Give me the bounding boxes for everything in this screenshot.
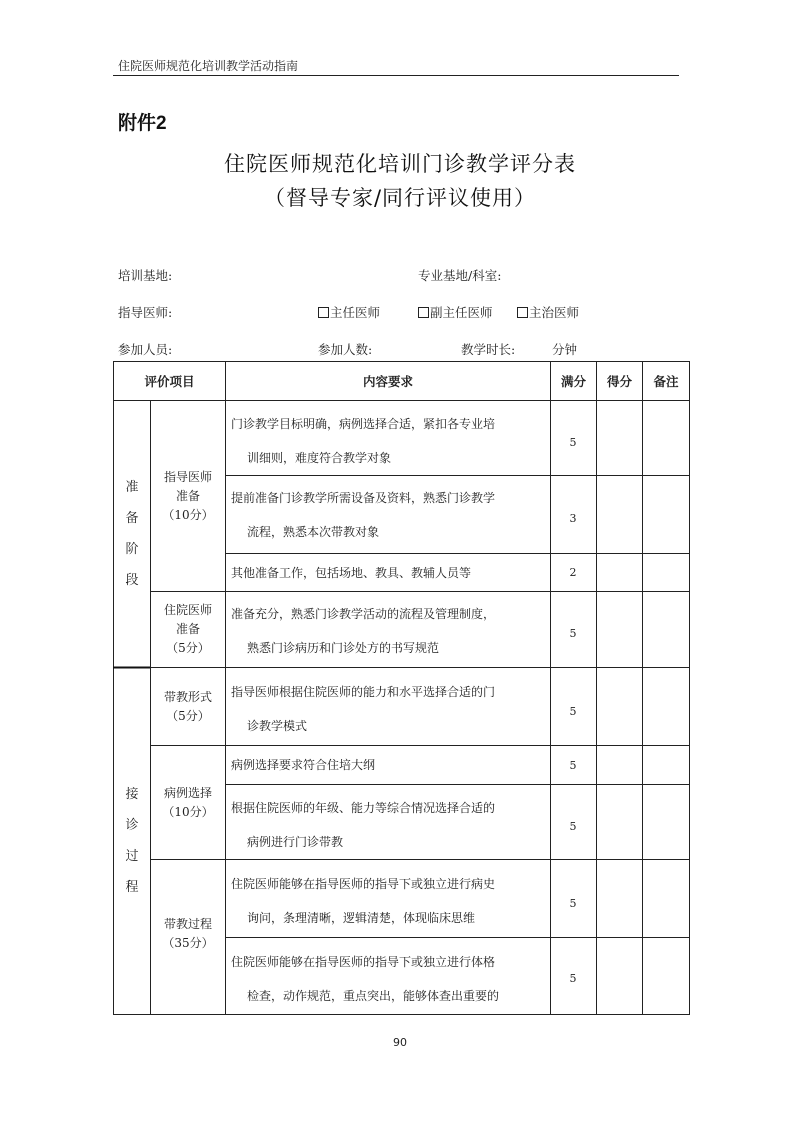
header-note: 备注	[653, 373, 679, 389]
option-chief[interactable]: 主任医师	[318, 303, 380, 321]
attachment-label: 附件2	[118, 113, 167, 134]
evaluation-table	[113, 361, 691, 1015]
form-title: 住院医师规范化培训门诊教学评分表	[224, 152, 576, 176]
checkbox-icon[interactable]	[418, 307, 429, 318]
row-full-score: 3	[569, 512, 577, 525]
row-full-score: 5	[569, 972, 577, 985]
option-associate-chief[interactable]: 副主任医师	[418, 303, 493, 321]
row-content: 根据住院医师的年级、能力等综合情况选择合适的 病例进行门诊带教	[231, 801, 496, 849]
checkbox-icon[interactable]	[517, 307, 528, 318]
row-content: 病例选择要求符合住培大纲	[231, 758, 376, 772]
row-full-score: 5	[569, 705, 577, 718]
row-content: 提前准备门诊教学所需设备及资料，熟悉门诊教学 流程，熟悉本次带教对象	[231, 491, 496, 539]
header-full-score: 满分	[560, 373, 586, 389]
row-content: 准备充分，熟悉门诊教学活动的流程及管理制度， 熟悉门诊病历和门诊处方的书写规范	[231, 607, 496, 655]
dept-label: 专业基地/科室:	[418, 268, 502, 283]
header-got-score: 得分	[606, 373, 632, 389]
form-subtitle: （督导专家/同行评议使用）	[263, 186, 537, 210]
header-content: 内容要求	[362, 373, 413, 389]
group-teaching-form: 带教形式 （5分）	[163, 689, 212, 723]
checkbox-icon[interactable]	[318, 307, 329, 318]
row-full-score: 5	[569, 436, 577, 449]
option-attending[interactable]: 主治医师	[517, 303, 579, 321]
row-full-score: 5	[569, 759, 577, 772]
row-full-score: 5	[569, 820, 577, 833]
row-full-score: 5	[569, 897, 577, 910]
group-case-selection: 病例选择 （10分）	[162, 785, 214, 819]
duration-label: 教学时长:	[461, 342, 516, 357]
stage-consultation: 接 诊 过 程	[125, 787, 139, 895]
stage-preparation: 准 备 阶 段	[125, 480, 139, 588]
row-content: 住院医师能够在指导医师的指导下或独立进行体格 检查，动作规范，重点突出，能够体查出重要的	[231, 955, 500, 1003]
row-full-score: 5	[569, 627, 577, 640]
base-label: 培训基地:	[118, 268, 173, 283]
row-full-score: 2	[569, 566, 577, 579]
row-content: 门诊教学目标明确，病例选择合适，紧扣各专业培 训细则，难度符合教学对象	[231, 417, 496, 465]
count-label: 参加人数:	[318, 342, 373, 357]
group-teacher-prep: 指导医师 准备 （10分）	[162, 469, 214, 522]
teacher-label: 指导医师:	[118, 305, 173, 320]
row-content: 其他准备工作，包括场地、教具、教辅人员等	[231, 566, 472, 580]
row-content: 住院医师能够在指导医师的指导下或独立进行病史 询问，条理清晰，逻辑清楚，体现临床思维	[231, 877, 496, 925]
minutes-unit: 分钟	[552, 342, 578, 357]
row-content: 指导医师根据住院医师的能力和水平选择合适的门 诊教学模式	[231, 685, 496, 733]
page-number: 90	[393, 1036, 407, 1049]
group-teaching-process: 带教过程 （35分）	[162, 917, 214, 950]
group-resident-prep: 住院医师 准备 （5分）	[163, 603, 212, 655]
header-item: 评价项目	[144, 373, 195, 389]
running-header: 住院医师规范化培训教学活动指南	[118, 59, 299, 73]
header-rule	[113, 75, 679, 76]
attendee-label: 参加人员:	[118, 342, 173, 357]
